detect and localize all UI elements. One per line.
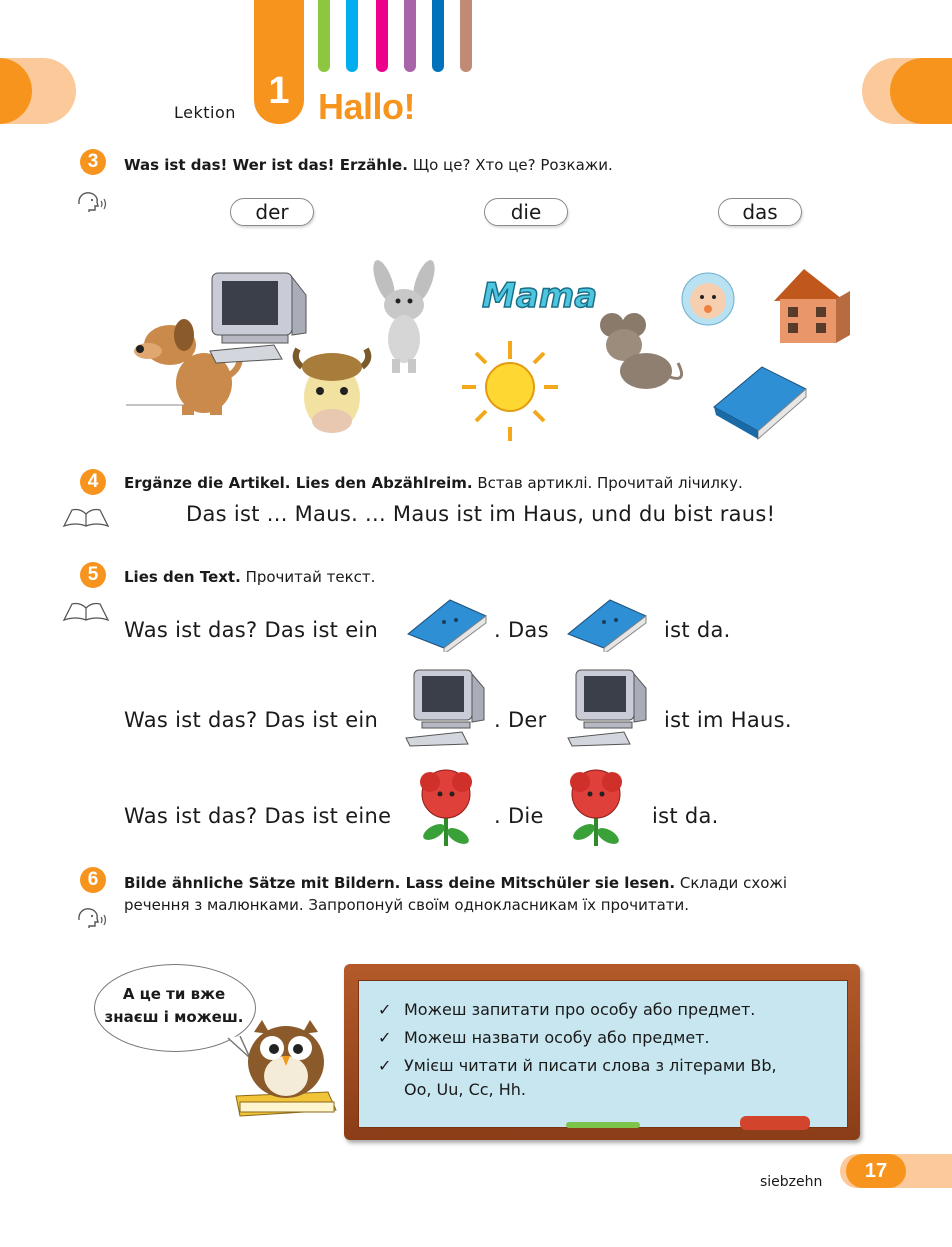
open-book-icon — [62, 600, 110, 624]
book-picture — [714, 367, 806, 439]
lesson-number: 1 — [268, 70, 290, 112]
house-picture — [774, 269, 850, 343]
lektion-label: Lektion — [174, 103, 236, 122]
reading-line-2-part2: . Der — [494, 708, 547, 732]
instruction-de: Bilde ähnliche Sätze mit Bildern. Lass deine Mitschüler sie lesen. — [124, 874, 676, 892]
counting-rhyme: Das ist ... Maus. ... Maus ist im Haus, und du bist raus! — [186, 502, 776, 526]
instruction-uk-2: речення з малюнками. Запропонуй своїм однокласникам їх прочитати. — [124, 896, 690, 914]
exercise-instruction — [124, 472, 743, 494]
page-number: 17 — [846, 1154, 906, 1188]
lesson-title: Hallo! — [318, 86, 416, 127]
exercise-instruction — [124, 566, 375, 588]
instruction-uk: Встав артиклі. Прочитай лічилку. — [477, 474, 743, 492]
check-icon: ✓ — [378, 1056, 392, 1075]
mama-word: Mama — [482, 276, 598, 316]
rose-icon — [406, 766, 486, 850]
reading-line-1-part3: ist da. — [664, 618, 731, 642]
page-word: siebzehn — [760, 1174, 823, 1190]
instruction-de: Lies den Text. — [124, 568, 241, 586]
article-das: das — [718, 198, 802, 226]
checklist-item: ✓ Можеш назвати особу або предмет. — [378, 1026, 828, 1050]
mama-word-picture — [482, 276, 597, 316]
baby-picture — [682, 273, 734, 325]
exercise-number: 3 — [80, 149, 106, 175]
instruction-uk-1: Склади схожі — [679, 874, 788, 892]
computer-icon — [402, 666, 490, 748]
instruction-uk: Що це? Хто це? Розкажи. — [412, 156, 613, 174]
sun-picture — [462, 341, 558, 441]
instruction-de: Was ist das! Wer ist das! Erzähle. — [124, 156, 408, 174]
checklist-item: ✓ Можеш запитати про особу або предмет. — [378, 998, 828, 1022]
book-icon — [564, 596, 650, 652]
sponge — [740, 1116, 810, 1130]
computer-icon — [564, 666, 652, 748]
owl-on-book-picture — [232, 1018, 340, 1120]
chalk-stick — [566, 1122, 640, 1128]
computer-picture — [210, 273, 306, 363]
article-die: die — [484, 198, 568, 226]
speech-bubble-text — [104, 983, 244, 1029]
exercise-number: 4 — [80, 469, 106, 495]
color-stripe — [376, 0, 388, 72]
article-der: der — [230, 198, 314, 226]
exercise-instruction — [124, 872, 864, 916]
rabbit-picture — [369, 258, 439, 373]
checklist-item-continued: Oo, Uu, Cc, Hh. — [404, 1080, 526, 1099]
open-book-icon — [62, 506, 110, 530]
right-page-tab-accent — [890, 58, 952, 124]
check-icon: ✓ — [378, 1000, 392, 1019]
reading-line-3-part3: ist da. — [652, 804, 719, 828]
reading-line-2-part1: Was ist das? Das ist ein — [124, 708, 379, 732]
color-stripe — [432, 0, 444, 72]
exercise-number: 6 — [80, 867, 106, 893]
rose-icon — [556, 766, 636, 850]
instruction-de: Ergänze die Artikel. Lies den Abzählreim. — [124, 474, 473, 492]
exercise-number: 5 — [80, 562, 106, 588]
check-icon: ✓ — [378, 1028, 392, 1047]
reading-line-3-part1: Was ist das? Das ist eine — [124, 804, 392, 828]
lesson-number-tab — [254, 0, 304, 124]
speaking-head-icon — [76, 906, 110, 930]
reading-line-1-part1: Was ist das? Das ist ein — [124, 618, 379, 642]
checklist-item: ✓ Умієш читати й писати слова з літерами Bb, — [378, 1054, 828, 1078]
instruction-uk: Прочитай текст. — [245, 568, 376, 586]
reading-line-3-part2: . Die — [494, 804, 544, 828]
mouse-picture — [600, 313, 682, 389]
vocabulary-picture-collage — [126, 255, 866, 447]
bubble-line-2: знаєш і можеш. — [104, 1008, 244, 1026]
cow-picture — [296, 349, 369, 433]
color-stripe — [460, 0, 472, 72]
color-stripe — [318, 0, 330, 72]
color-stripe — [346, 0, 358, 72]
bubble-line-1: А це ти вже — [122, 985, 226, 1003]
reading-line-2-part3: ist im Haus. — [664, 708, 792, 732]
reading-line-1-part2: . Das — [494, 618, 549, 642]
color-stripe — [404, 0, 416, 72]
speaking-head-icon — [76, 190, 110, 214]
book-icon — [404, 596, 490, 652]
exercise-instruction — [124, 154, 613, 176]
